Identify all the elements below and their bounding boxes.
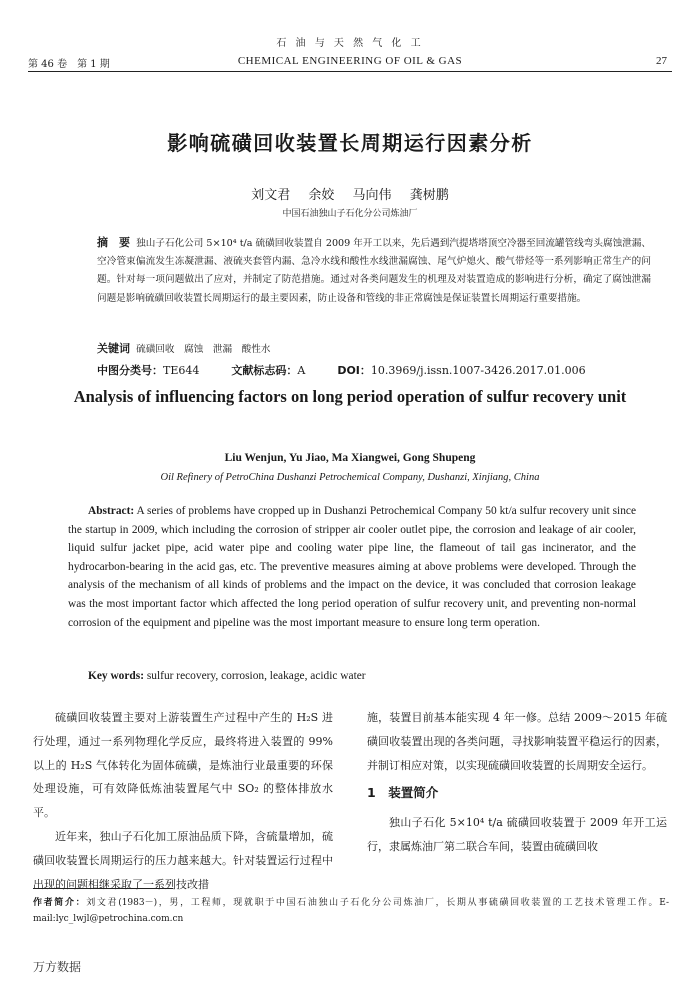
paragraph-background: 近年来，独山子石化加工原油品质下降，含硫量增加，硫磺回收装置长周期运行的压力越来越大。针对装置运行过程中出现的问题相继采取了一系列技改措 <box>33 829 333 891</box>
clc-code: TE644 <box>163 364 200 377</box>
affiliation-en: Oil Refinery of PetroChina Dushanzi Petrochemical Company, Dushanzi, Xinjiang, China <box>160 472 540 483</box>
footnote-label: 作者简介： <box>33 898 87 908</box>
journal-name-cn: 石 油 与 天 然 气 化 工 <box>276 38 424 49</box>
keywords-en-label: Key words: <box>88 670 144 682</box>
doi-value: 10.3969/j.issn.1007-3426.2017.01.006 <box>370 364 586 377</box>
affiliation-cn: 中国石油独山子石化分公司炼油厂 <box>282 209 418 219</box>
keywords-cn <box>97 340 270 356</box>
body-column-left <box>33 706 333 896</box>
page-number: 27 <box>656 55 667 67</box>
paragraph-continued: 施，装置目前基本能实现 4 年一修。总结 2009～2015 年硫磺回收装置出现的各类问题，寻找影响装置平稳运行的因素，并制订相应对策，以实现硫磺回收装置的长周期安全运行。 <box>367 711 667 772</box>
doc-code-label: 文献标志码： <box>231 364 298 377</box>
footnote-rule <box>33 888 173 889</box>
authors-en: Liu Wenjun, Yu Jiao, Ma Xiangwei, Gong Shupeng <box>224 452 476 464</box>
abstract-cn-label: 摘 要 <box>97 236 131 249</box>
keywords-cn-text: 硫磺回收 腐蚀 泄漏 酸性水 <box>136 344 271 355</box>
abstract-en-text: A series of problems have cropped up in Dushanzi Petrochemical Company 50 kt/a sulfur recovery unit since the startup in 2009, which including the corrosion of stripper air cooler outlet pipe, the corrosion and leakage of air cooler, liquid sulfur jacket pipe, acid water pipe and cooling water pipe line, the flameout of tail gas incinerator, and the hydrocarbon-bearing in the acid gas, etc. The preventive measures aiming at above problems were developed. Through the analysis of the mechanism of all kinds of problems and the impact on the device, it was concluded that corrosion leakage was the most important factor which affected the long period operation of sulfur recovery unit, and preventing non-normal corrosion of the equipment and pipeline was the most important measure to ensure long term operation. <box>68 505 637 629</box>
clc-label: 中图分类号： <box>97 364 163 377</box>
paragraph-intro: 硫磺回收装置主要对上游装置生产过程中产生的 H₂S 进行处理，通过一系列物理化学反应，最终将进入装置的 99%以上的 H₂S 气体转化为固体硫磺，是炼油行业最重要的环保处理设施，可有效降低炼油装置尾气中 SO₂ 的整体排放水平。 <box>33 711 333 820</box>
paragraph-unit-intro: 独山子石化 5×10⁴ t/a 硫磺回收装置于 2009 年开工运行，隶属炼油厂第二联合车间，装置由硫磺回收 <box>367 816 667 854</box>
volume-issue: 第 46 卷 第 1 期 <box>28 59 110 70</box>
doc-code: A <box>297 364 306 377</box>
section-heading-1: 1 装置简介 <box>367 785 439 801</box>
body-column-right <box>367 706 667 859</box>
abstract-cn-text: 独山子石化公司 5×10⁴ t/a 硫磺回收装置自 2009 年开工以来，先后遇到汽提塔塔顶空冷器至回流罐管线弯头腐蚀泄漏、空冷管束偏流发生冻凝泄漏、液硫夹套管内漏、急冷水线和酸性水线泄漏腐蚀、尾气炉熄火、酸气带烃等一系列影响正常生产的问题。针对每一项问题做出了应对，并制定了防范措施。通过对各类问题发生的机理及对装置造成的影响进行分析，确定了腐蚀泄漏问题是影响硫磺回收装置长周期运行的最主要因素，防止设备和管线的非正常腐蚀是保证装置长周期运行重要措施。 <box>97 238 651 304</box>
authors-cn: 刘文君 余姣 马向伟 龚树鹏 <box>251 188 449 203</box>
journal-name-en: CHEMICAL ENGINEERING OF OIL & GAS <box>237 55 463 67</box>
article-title-cn: 影响硫磺回收装置长周期运行因素分析 <box>167 131 533 155</box>
abstract-en <box>68 502 636 632</box>
classification-line <box>97 362 586 378</box>
keywords-en <box>88 670 366 682</box>
abstract-cn <box>97 234 651 308</box>
keywords-en-text: sulfur recovery, corrosion, leakage, acidic water <box>146 670 366 682</box>
footnote-text: 刘文君(1983－)，男，工程师，现就职于中国石油独山子石化分公司炼油厂，长期从事硫磺回收装置的工艺技术管理工作。E-mail:lyc_lwjl@petrochina.com.cn <box>33 898 669 924</box>
header-rule <box>28 71 672 72</box>
keywords-cn-label: 关键词 <box>97 342 130 355</box>
wanfang-watermark: 万方数据 <box>33 960 82 974</box>
abstract-en-label: Abstract: <box>88 505 135 517</box>
doi-label: DOI： <box>337 364 371 377</box>
author-footnote <box>33 895 669 927</box>
article-title-en: Analysis of influencing factors on long period operation of sulfur recovery unit <box>73 387 627 406</box>
